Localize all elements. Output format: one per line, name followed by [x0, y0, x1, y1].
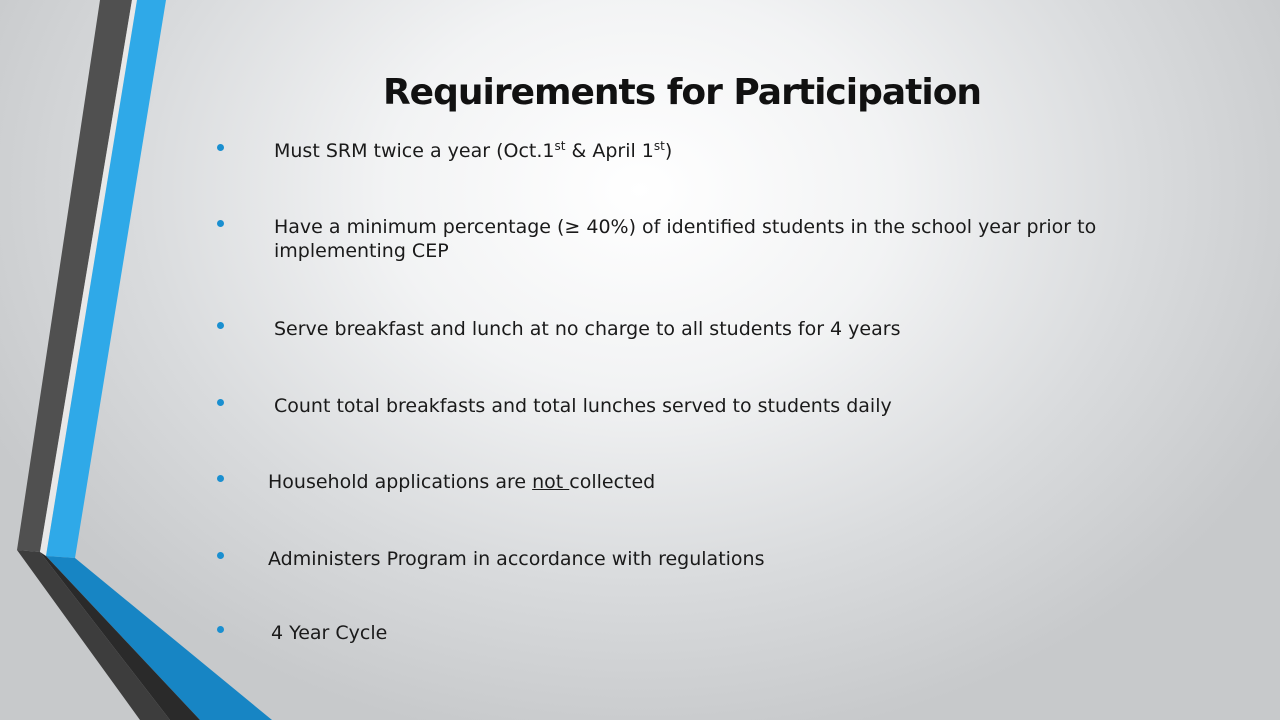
- bullet-dot-icon: [217, 220, 224, 227]
- bullet-dot-icon: [217, 399, 224, 406]
- bullet-dot-icon: [217, 322, 224, 329]
- bullet-dot-icon: [217, 626, 224, 633]
- bullet-text: Administers Program in accordance with regulations: [268, 548, 765, 570]
- bullet-text: Have a minimum percentage (≥ 40%) of identified students in the school year prior to implementing CEP: [274, 216, 1097, 262]
- bullet-text: 4 Year Cycle: [271, 622, 388, 644]
- bullet-text: Must SRM twice a year (Oct.1st & April 1st): [274, 139, 673, 162]
- slide-title: Requirements for Participation: [382, 72, 982, 113]
- bullet-text: Household applications are not collected: [268, 471, 656, 493]
- underlined-word: not: [532, 471, 570, 493]
- bullet-dot-icon: [217, 144, 224, 151]
- bullet-text: Serve breakfast and lunch at no charge to all students for 4 years: [274, 318, 901, 340]
- bullet-text: Count total breakfasts and total lunches served to students daily: [274, 395, 892, 417]
- bullet-dot-icon: [217, 475, 224, 482]
- bullet-dot-icon: [217, 552, 224, 559]
- stripe-dark-inner: [40, 552, 200, 720]
